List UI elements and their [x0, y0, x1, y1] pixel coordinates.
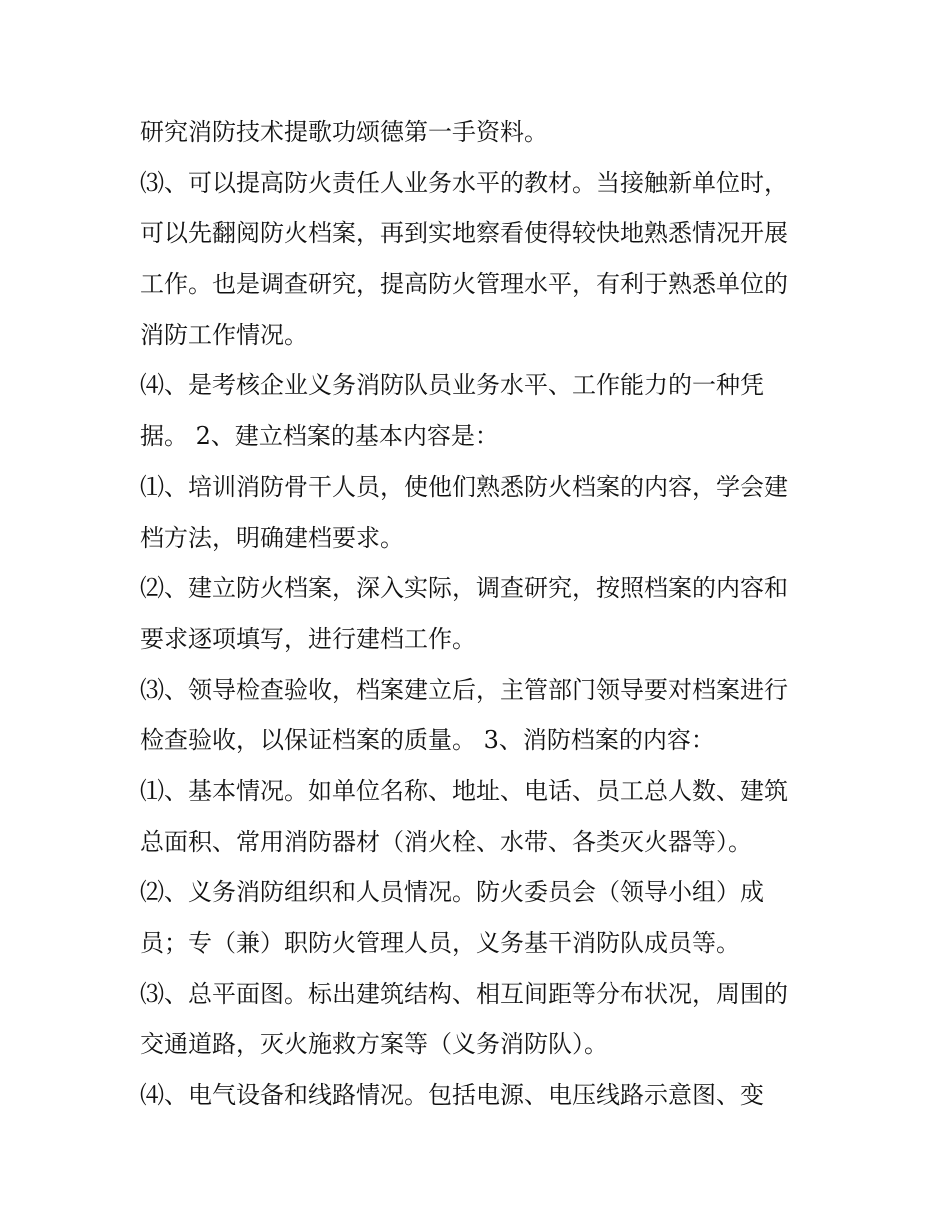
- text-line: 检查验收，以保证档案的质量。 3、消防档案的内容：: [140, 726, 715, 755]
- text-line: ⑵、建立防火档案，深入实际，调查研究，按照档案的内容和: [140, 574, 788, 603]
- text-line: 据。 2、建立档案的基本内容是：: [140, 422, 499, 451]
- text-line: ⑴、基本情况。如单位名称、地址、电话、员工总人数、建筑: [140, 776, 788, 805]
- text-line: ⑵、义务消防组织和人员情况。防火委员会（领导小组）成: [140, 878, 764, 907]
- text-line: ⑷、是考核企业义务消防队员业务水平、工作能力的一种凭: [140, 371, 764, 400]
- text-line: 员；专（兼）职防火管理人员，义务基干消防队成员等。: [140, 929, 740, 957]
- text-line: 要求逐项填写，进行建档工作。: [140, 624, 476, 653]
- text-line: 消防工作情况。: [140, 320, 308, 349]
- text-line: ⑶、领导检查验收，档案建立后，主管部门领导要对档案进行: [140, 675, 788, 704]
- text-line: ⑶、总平面图。标出建筑结构、相互间距等分布状况，周围的: [140, 979, 788, 1008]
- text-line: ⑴、培训消防骨干人员，使他们熟悉防火档案的内容，学会建: [140, 472, 788, 501]
- text-line: ⑶、可以提高防火责任人业务水平的教材。当接触新单位时，: [140, 168, 788, 197]
- text-line: 研究消防技术提歌功颂德第一手资料。: [140, 118, 548, 146]
- text-line: 交通道路，灭火施救方案等（义务消防队）。: [140, 1030, 608, 1059]
- text-line: 可以先翻阅防火档案，再到实地察看使得较快地熟悉情况开展: [140, 219, 788, 248]
- text-line: ⑷、电气设备和线路情况。包括电源、电压线路示意图、变: [140, 1081, 764, 1110]
- text-line: 总面积、常用消防器材（消火栓、水带、各类灭火器等）。: [140, 827, 752, 856]
- text-line: 档方法，明确建档要求。: [140, 523, 404, 552]
- text-line: 工作。也是调查研究，提高防火管理水平，有利于熟悉单位的: [140, 270, 788, 299]
- document-body: [140, 107, 820, 1121]
